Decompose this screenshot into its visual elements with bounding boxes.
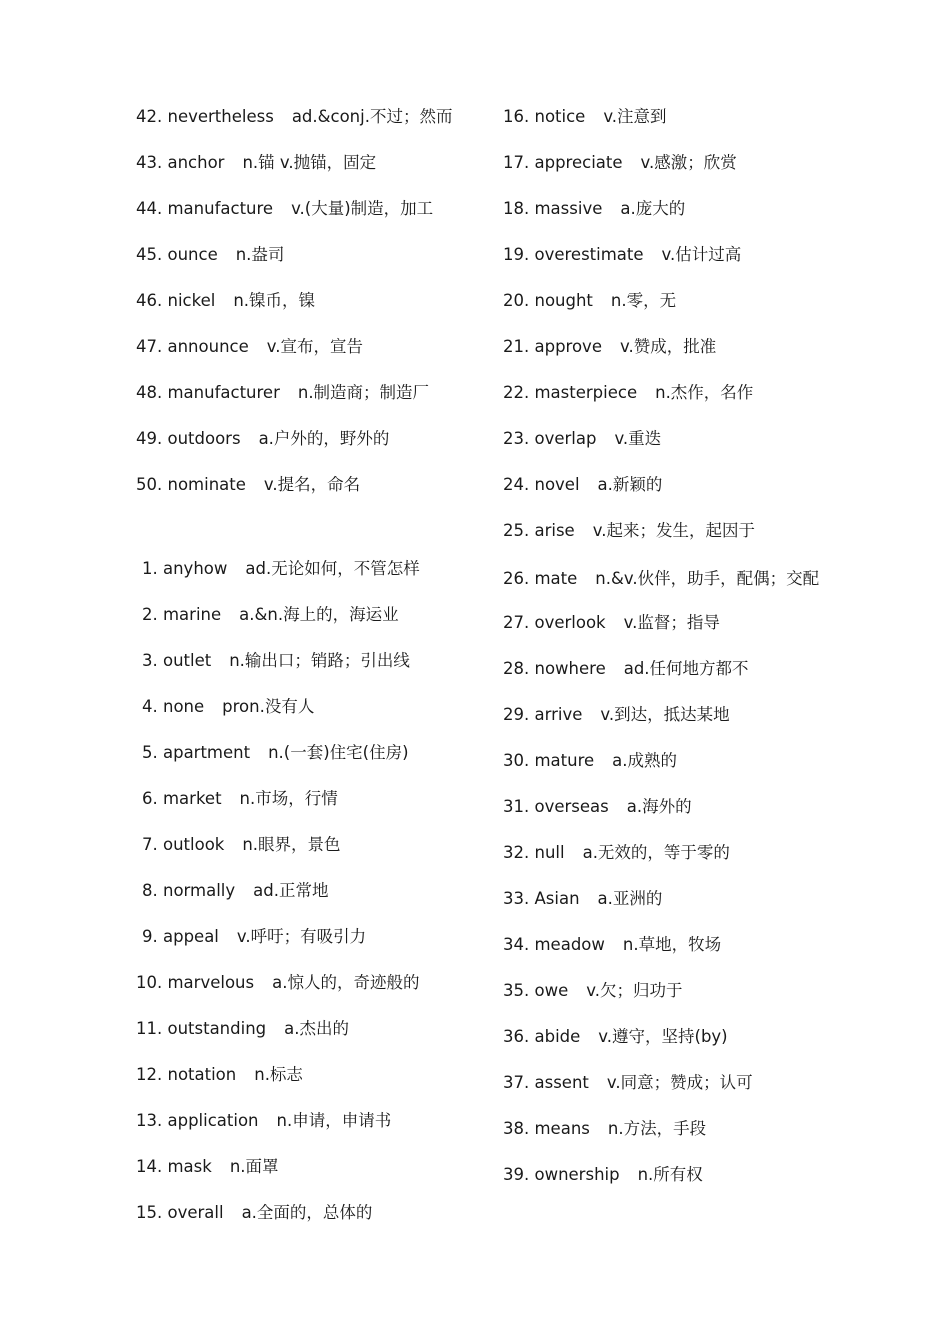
- vocab-definition: n.输出口；销路；引出线: [229, 651, 410, 670]
- vocab-entry: [503, 748, 833, 794]
- vocab-definition: n.标志: [254, 1065, 303, 1084]
- vocab-entry: [136, 380, 466, 426]
- vocab-entry: [503, 104, 833, 150]
- vocab-word: 31. overseas: [503, 797, 609, 816]
- vocab-definition: v.估计过高: [661, 245, 742, 264]
- vocab-entry: [136, 832, 466, 878]
- vocab-word: 50. nominate: [136, 475, 246, 494]
- vocab-word: 30. mature: [503, 751, 595, 770]
- vocab-word: 45. ounce: [136, 245, 218, 264]
- vocab-definition: n.锚 v.抛锚，固定: [242, 153, 377, 172]
- vocab-word: 12. notation: [136, 1065, 237, 1084]
- vocab-entry: [136, 556, 466, 602]
- vocab-definition: n.申请，申请书: [276, 1111, 392, 1130]
- vocab-definition: a.成熟的: [612, 751, 678, 770]
- vocab-word: 39. ownership: [503, 1165, 620, 1184]
- left-column: [136, 104, 466, 1246]
- vocab-definition: a.亚洲的: [597, 889, 663, 908]
- vocab-word: 14. mask: [136, 1157, 212, 1176]
- vocab-definition: n.制造商；制造厂: [297, 383, 430, 402]
- vocab-entry: [503, 196, 833, 242]
- vocab-entry: [503, 1162, 833, 1208]
- vocab-definition: n.&v.伙伴，助手，配偶；交配: [595, 569, 820, 588]
- vocab-entry: [503, 794, 833, 840]
- left-top-list: [136, 104, 466, 518]
- vocab-word: 26. mate: [503, 569, 578, 588]
- vocab-word: 29. arrive: [503, 705, 583, 724]
- vocab-word: 32. null: [503, 843, 565, 862]
- vocab-word: 28. nowhere: [503, 659, 606, 678]
- vocab-word: 23. overlap: [503, 429, 597, 448]
- vocab-word: 4. none: [142, 697, 205, 716]
- vocab-entry: [503, 1024, 833, 1070]
- right-list-a: [503, 104, 833, 564]
- vocab-entry: [136, 196, 466, 242]
- vocab-entry: [503, 1116, 833, 1162]
- vocab-definition: a.无效的，等于零的: [582, 843, 730, 862]
- vocab-entry: [136, 878, 466, 924]
- vocab-entry: [136, 1062, 466, 1108]
- vocab-definition: a.全面的，总体的: [241, 1203, 373, 1222]
- vocab-entry: [503, 242, 833, 288]
- vocab-entry: [503, 288, 833, 334]
- vocab-entry: [503, 564, 823, 594]
- vocab-definition: n.零，无: [610, 291, 677, 310]
- vocab-word: 5. apartment: [142, 743, 251, 762]
- vocab-definition: n.盎司: [235, 245, 285, 264]
- vocab-entry: [503, 518, 833, 564]
- vocab-word: 33. Asian: [503, 889, 580, 908]
- vocab-entry: [136, 1154, 466, 1200]
- vocab-definition: v.同意；赞成；认可: [606, 1073, 753, 1092]
- vocab-word: 11. outstanding: [136, 1019, 267, 1038]
- vocab-definition: v.宣布，宣告: [266, 337, 363, 356]
- vocab-word: 15. overall: [136, 1203, 224, 1222]
- vocab-word: 9. appeal: [142, 927, 219, 946]
- vocab-entry: [136, 740, 466, 786]
- vocab-entry: [503, 886, 833, 932]
- vocab-word: 22. masterpiece: [503, 383, 638, 402]
- vocab-entry: [503, 472, 833, 518]
- vocab-entry: [136, 786, 466, 832]
- vocab-entry: [136, 104, 466, 150]
- vocab-definition: v.注意到: [603, 107, 667, 126]
- vocab-word: 19. overestimate: [503, 245, 644, 264]
- vocab-definition: ad.正常地: [253, 881, 329, 900]
- vocab-entry: [136, 426, 466, 472]
- vocab-definition: v.起来；发生，起因于: [592, 521, 755, 540]
- vocab-definition: ad.任何地方都不: [623, 659, 749, 678]
- vocab-definition: v.重迭: [614, 429, 662, 448]
- vocab-entry: [503, 840, 833, 886]
- vocab-word: 7. outlook: [142, 835, 225, 854]
- right-column: [503, 104, 833, 1208]
- vocab-definition: n.草地，牧场: [622, 935, 722, 954]
- vocab-definition: a.杰出的: [284, 1019, 349, 1038]
- vocab-definition: n.市场，行情: [239, 789, 338, 808]
- vocab-definition: a.新颖的: [597, 475, 663, 494]
- vocab-word: 10. marvelous: [136, 973, 255, 992]
- vocab-definition: pron.没有人: [222, 697, 315, 716]
- vocab-definition: v.赞成，批准: [619, 337, 717, 356]
- vocab-entry: [136, 242, 466, 288]
- vocab-entry: [136, 1016, 466, 1062]
- vocab-entry: [503, 150, 833, 196]
- vocab-entry: [503, 656, 833, 702]
- left-bottom-list: [136, 556, 466, 1246]
- vocab-word: 35. owe: [503, 981, 569, 1000]
- vocab-entry: [503, 426, 833, 472]
- vocab-word: 13. application: [136, 1111, 259, 1130]
- vocab-word: 38. means: [503, 1119, 590, 1138]
- vocab-definition: v.感激；欣赏: [640, 153, 737, 172]
- vocab-word: 1. anyhow: [142, 559, 228, 578]
- vocab-entry: [136, 334, 466, 380]
- vocab-definition: n.镍币，镍: [233, 291, 316, 310]
- vocab-entry: [503, 978, 833, 1024]
- vocab-entry: [136, 150, 466, 196]
- vocab-definition: v.到达，抵达某地: [600, 705, 730, 724]
- vocab-definition: v.遵守，坚持(by): [598, 1027, 728, 1046]
- vocab-word: 34. meadow: [503, 935, 605, 954]
- vocab-word: 3. outlet: [142, 651, 212, 670]
- vocab-definition: v.呼吁；有吸引力: [236, 927, 367, 946]
- vocab-definition: a.户外的，野外的: [258, 429, 390, 448]
- vocab-word: 47. announce: [136, 337, 249, 356]
- vocab-definition: a.惊人的，奇迹般的: [272, 973, 420, 992]
- vocab-definition: v.(大量)制造，加工: [291, 199, 434, 218]
- section-gap: [136, 518, 466, 556]
- vocab-word: 43. anchor: [136, 153, 225, 172]
- vocab-entry: [503, 1070, 833, 1116]
- vocab-entry: [503, 702, 833, 748]
- vocab-word: 48. manufacturer: [136, 383, 280, 402]
- vocab-entry: [136, 694, 466, 740]
- vocab-definition: n.方法，手段: [607, 1119, 707, 1138]
- vocab-entry: [136, 648, 466, 694]
- vocab-entry: [503, 932, 833, 978]
- vocab-word: 44. manufacture: [136, 199, 274, 218]
- vocab-definition: ad.&conj.不过；然而: [291, 107, 453, 126]
- vocab-definition: v.提名，命名: [263, 475, 361, 494]
- vocab-word: 24. novel: [503, 475, 580, 494]
- vocab-entry: [136, 288, 466, 334]
- vocab-word: 46. nickel: [136, 291, 216, 310]
- vocab-definition: n.眼界，景色: [242, 835, 341, 854]
- vocab-definition: v.欠；归功于: [586, 981, 683, 1000]
- vocab-word: 16. notice: [503, 107, 586, 126]
- vocab-entry: [136, 970, 466, 1016]
- vocab-word: 25. arise: [503, 521, 575, 540]
- vocab-word: 21. approve: [503, 337, 602, 356]
- vocab-entry: [136, 1108, 466, 1154]
- vocab-word: 2. marine: [142, 605, 222, 624]
- vocab-word: 36. abide: [503, 1027, 581, 1046]
- vocab-definition: a.&n.海上的，海运业: [239, 605, 399, 624]
- vocab-definition: n.面罩: [229, 1157, 279, 1176]
- vocab-definition: n.所有权: [637, 1165, 703, 1184]
- vocab-word: 27. overlook: [503, 613, 606, 632]
- vocab-definition: v.监督；指导: [623, 613, 720, 632]
- vocab-definition: ad.无论如何，不管怎样: [245, 559, 420, 578]
- vocab-definition: a.海外的: [626, 797, 692, 816]
- vocab-entry: [136, 472, 466, 518]
- vocab-word: 6. market: [142, 789, 222, 808]
- vocab-word: 8. normally: [142, 881, 236, 900]
- vocab-entry: [136, 924, 466, 970]
- vocab-definition: n.杰作，名作: [655, 383, 754, 402]
- vocab-entry: [503, 334, 833, 380]
- vocab-word: 42. nevertheless: [136, 107, 274, 126]
- vocab-definition: n.(一套)住宅(住房): [268, 743, 409, 762]
- vocab-word: 49. outdoors: [136, 429, 241, 448]
- vocab-word: 37. assent: [503, 1073, 589, 1092]
- vocab-entry: [136, 602, 466, 648]
- vocab-word: 17. appreciate: [503, 153, 623, 172]
- vocab-entry: [503, 380, 833, 426]
- vocab-word: 18. massive: [503, 199, 603, 218]
- vocab-word: 20. nought: [503, 291, 593, 310]
- vocab-entry: [503, 610, 833, 656]
- vocab-definition: a.庞大的: [620, 199, 686, 218]
- right-list-b: [503, 610, 833, 1208]
- vocab-entry: [136, 1200, 466, 1246]
